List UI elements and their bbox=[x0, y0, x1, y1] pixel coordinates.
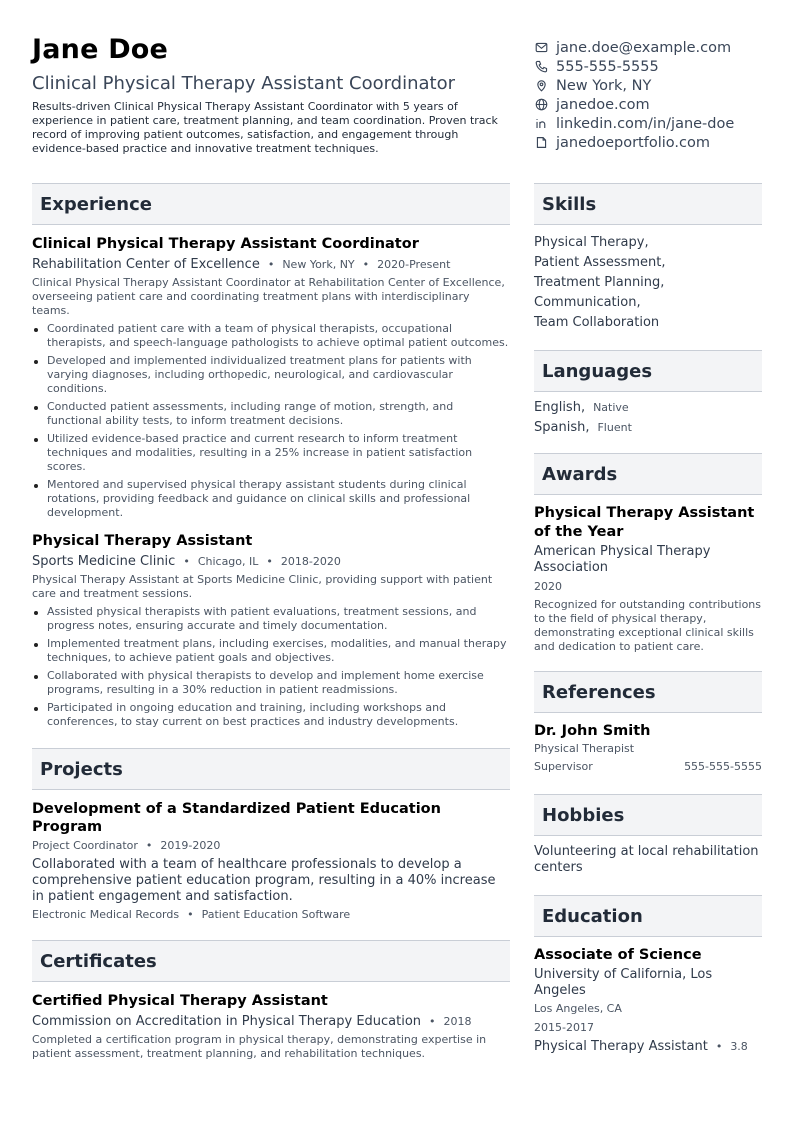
contact-website[interactable] bbox=[534, 95, 774, 114]
language-name: English, bbox=[534, 400, 586, 415]
skill-item: Physical Therapy, bbox=[534, 235, 649, 250]
hobby-item: Volunteering at local rehabilitation centers bbox=[534, 844, 759, 875]
job-location: Chicago, IL bbox=[197, 555, 259, 568]
experience-item bbox=[32, 532, 510, 729]
reference-relation: Supervisor bbox=[534, 760, 593, 773]
job-role: Clinical Physical Therapy Assistant Coordinator bbox=[32, 236, 419, 252]
reference-title: Physical Therapist bbox=[534, 742, 635, 755]
skill-item: Team Collaboration bbox=[534, 315, 660, 330]
certificates-heading: Certificates bbox=[32, 940, 510, 982]
languages-heading: Languages bbox=[534, 350, 762, 392]
bullet-item: Mentored and supervised physical therapy assistant students during clinical rotations, providing feedback and guidance on clinical skills and professional development. bbox=[32, 478, 510, 520]
company: Rehabilitation Center of Excellence bbox=[32, 257, 260, 272]
education-degree: Associate of Science bbox=[534, 947, 702, 963]
certificate-issuer: Commission on Accreditation in Physical Therapy Education bbox=[32, 1014, 422, 1029]
project-item bbox=[32, 800, 510, 921]
contact-email[interactable] bbox=[534, 38, 774, 57]
bullet-item: Developed and implemented individualized treatment plans for patients with varying diagnoses, including orthopedic, neurological, and cardiovascular conditions. bbox=[32, 354, 510, 396]
company: Sports Medicine Clinic bbox=[32, 554, 176, 569]
side-column bbox=[534, 183, 762, 1054]
job-dates: 2020-Present bbox=[377, 258, 451, 271]
job-description: Clinical Physical Therapy Assistant Coordinator at Rehabilitation Center of Excellence, overseeing patient care and coordinating treatment plans with interdisciplinary teams. bbox=[32, 276, 505, 317]
linkedin-icon bbox=[534, 117, 548, 131]
hobbies-heading: Hobbies bbox=[534, 794, 762, 836]
reference-phone: 555-555-5555 bbox=[684, 760, 762, 773]
references-heading: References bbox=[534, 671, 762, 713]
separator-dot: • bbox=[187, 908, 194, 921]
job-role: Physical Therapy Assistant bbox=[32, 533, 253, 549]
job-location: New York, NY bbox=[282, 258, 355, 271]
language-level: Fluent bbox=[597, 421, 632, 434]
email-text: jane.doe@example.com bbox=[556, 39, 732, 56]
certificate-year: 2018 bbox=[443, 1015, 472, 1028]
separator-dot: • bbox=[429, 1015, 436, 1028]
portfolio-text: janedoeportfolio.com bbox=[556, 134, 710, 151]
language-level: Native bbox=[593, 401, 629, 414]
education-gpa: 3.8 bbox=[730, 1040, 748, 1053]
bullet-item: Coordinated patient care with a team of physical therapists, occupational therapists, and speech-language pathologists to achieve optimal patient outcomes. bbox=[32, 322, 510, 350]
education-field: Physical Therapy Assistant bbox=[534, 1039, 708, 1054]
contact-linkedin[interactable] bbox=[534, 114, 774, 133]
skills-list bbox=[534, 233, 762, 333]
certificate-item bbox=[32, 992, 510, 1061]
hobbies-list bbox=[534, 844, 762, 876]
job-bullets bbox=[32, 605, 510, 729]
project-tags bbox=[32, 908, 510, 921]
mail-icon bbox=[534, 41, 548, 55]
job-title: Clinical Physical Therapy Assistant Coordinator bbox=[32, 73, 456, 94]
candidate-name: Jane Doe bbox=[32, 34, 169, 65]
education-heading: Education bbox=[534, 895, 762, 937]
awards-heading: Awards bbox=[534, 453, 762, 495]
bullet-item: Participated in ongoing education and training, including workshops and conferences, to stay current on best practices and industry developments. bbox=[32, 701, 510, 729]
job-description: Physical Therapy Assistant at Sports Medicine Clinic, providing support with patient care and treatment sessions. bbox=[32, 573, 493, 600]
separator-dot: • bbox=[267, 258, 275, 271]
certificate-description: Completed a certification program in physical therapy, demonstrating expertise in patient assessment, treatment planning, and rehabilitation techniques. bbox=[32, 1033, 487, 1060]
project-tag: Patient Education Software bbox=[201, 908, 351, 921]
certificate-title: Certified Physical Therapy Assistant bbox=[32, 993, 328, 1009]
certificate-meta bbox=[32, 1013, 510, 1031]
award-title: Physical Therapy Assistant of the Year bbox=[534, 505, 755, 540]
contact-location bbox=[534, 76, 774, 95]
project-title: Development of a Standardized Patient Education Program bbox=[32, 801, 441, 835]
language-item bbox=[534, 398, 762, 418]
reference-title-row bbox=[534, 740, 762, 758]
header bbox=[32, 34, 510, 156]
reference-item bbox=[534, 722, 762, 776]
experience-heading: Experience bbox=[32, 183, 510, 225]
job-meta bbox=[32, 256, 510, 274]
bullet-item: Assisted physical therapists with patient evaluations, treatment sessions, and progress notes, ensuring accurate and timely documentation. bbox=[32, 605, 510, 633]
skills-heading: Skills bbox=[534, 183, 762, 225]
location-text: New York, NY bbox=[556, 77, 652, 94]
phone-text: 555-555-5555 bbox=[556, 58, 659, 75]
contact-portfolio[interactable] bbox=[534, 133, 774, 152]
contact-phone[interactable] bbox=[534, 57, 774, 76]
reference-relation-row bbox=[534, 758, 762, 776]
award-item bbox=[534, 504, 762, 654]
separator-dot: • bbox=[715, 1040, 723, 1053]
project-tag: Electronic Medical Records bbox=[32, 908, 180, 921]
job-meta bbox=[32, 553, 510, 571]
skill-item: Patient Assessment, bbox=[534, 255, 666, 270]
website-text: janedoe.com bbox=[556, 96, 650, 113]
award-year: 2020 bbox=[534, 580, 562, 593]
education-dates: 2015-2017 bbox=[534, 1021, 594, 1034]
separator-dot: • bbox=[145, 839, 153, 852]
project-role: Project Coordinator bbox=[32, 839, 138, 852]
separator-dot: • bbox=[266, 555, 273, 568]
projects-heading: Projects bbox=[32, 748, 510, 790]
project-dates: 2019-2020 bbox=[160, 839, 221, 852]
map-pin-icon bbox=[534, 79, 548, 93]
project-meta bbox=[32, 837, 510, 855]
job-dates: 2018-2020 bbox=[280, 555, 341, 568]
summary: Results-driven Clinical Physical Therapy Assistant Coordinator with 5 years of experience in patient care, treatment planning, and team coordination. Proven track record of improving patient outcomes, satisfaction, and engagement through evidence-based practice and innovative treatment techniques. bbox=[32, 100, 498, 155]
language-item bbox=[534, 418, 762, 438]
job-bullets bbox=[32, 322, 510, 520]
contact-list bbox=[534, 38, 774, 152]
education-location: Los Angeles, CA bbox=[534, 1002, 622, 1015]
education-field-row bbox=[534, 1039, 762, 1054]
separator-dot: • bbox=[183, 555, 190, 568]
bullet-item: Utilized evidence-based practice and current research to inform treatment techniques and modalities, resulting in a 25% increase in patient satisfaction scores. bbox=[32, 432, 510, 474]
separator-dot: • bbox=[362, 258, 370, 271]
skill-item: Communication, bbox=[534, 295, 641, 310]
skill-item: Treatment Planning, bbox=[534, 275, 665, 290]
education-school: University of California, Los Angeles bbox=[534, 967, 713, 998]
phone-icon bbox=[534, 60, 548, 74]
bullet-item: Implemented treatment plans, including exercises, modalities, and manual therapy techniques, to achieve patient goals and objectives. bbox=[32, 637, 510, 665]
reference-name: Dr. John Smith bbox=[534, 723, 651, 739]
portfolio-icon bbox=[534, 136, 548, 150]
linkedin-text: linkedin.com/in/jane-doe bbox=[556, 115, 735, 132]
languages-list bbox=[534, 398, 762, 438]
award-description: Recognized for outstanding contributions to the field of physical therapy, demonstrating exceptional clinical skills and dedication to patient care. bbox=[534, 598, 762, 653]
globe-icon bbox=[534, 98, 548, 112]
main-column bbox=[32, 183, 510, 1061]
project-description: Collaborated with a team of healthcare professionals to develop a comprehensive patient education program, resulting in a 40% increase in patient engagement and satisfaction. bbox=[32, 857, 496, 904]
award-org: American Physical Therapy Association bbox=[534, 544, 711, 575]
bullet-item: Conducted patient assessments, including range of motion, strength, and functional ability tests, to inform treatment decisions. bbox=[32, 400, 510, 428]
experience-item bbox=[32, 235, 510, 520]
bullet-item: Collaborated with physical therapists to develop and implement home exercise programs, resulting in a 30% reduction in patient readmissions. bbox=[32, 669, 510, 697]
education-item bbox=[534, 946, 762, 1054]
language-name: Spanish, bbox=[534, 420, 590, 435]
